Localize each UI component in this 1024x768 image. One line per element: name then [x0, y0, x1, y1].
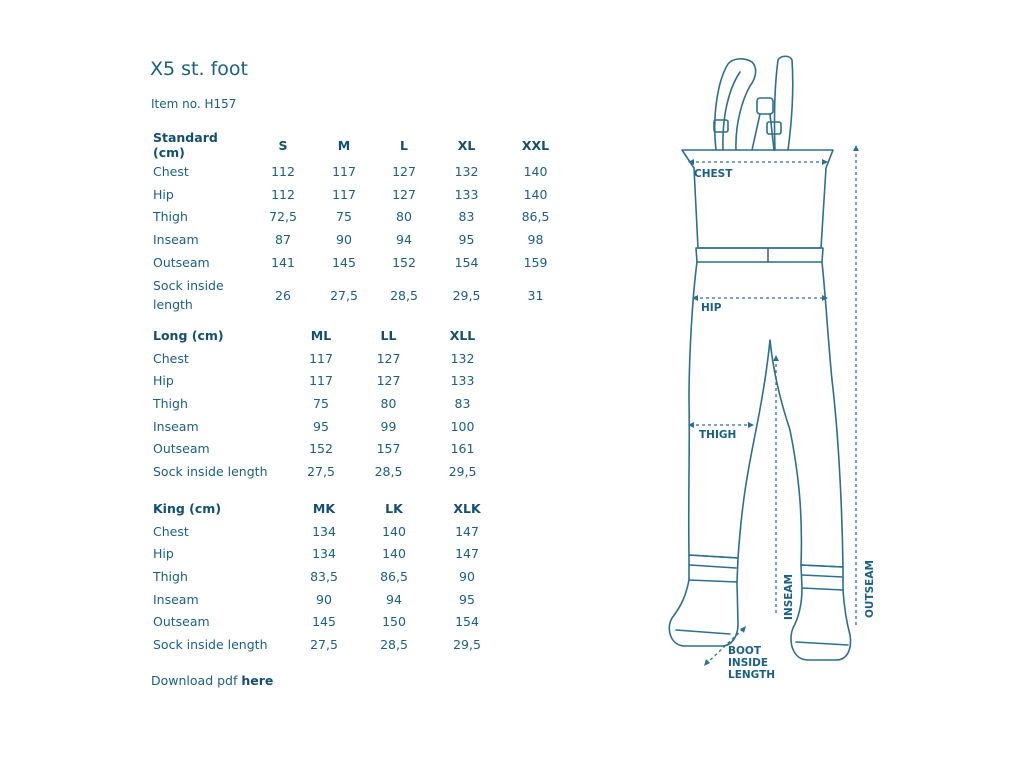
table-cell: 140 [523, 163, 548, 179]
table-row [150, 251, 574, 274]
table-cell: 86,5 [521, 209, 550, 225]
table-cell: 80 [380, 395, 397, 411]
table-row [150, 588, 502, 611]
row-label: Chest [153, 163, 189, 179]
table-cell: 87 [275, 231, 291, 247]
table-cell: 95 [458, 231, 475, 247]
table-cell: 27,5 [310, 636, 338, 652]
table-cell: 86,5 [380, 568, 408, 584]
table-cell: 80 [396, 209, 412, 225]
table-row [150, 347, 498, 370]
row-label: Thigh [153, 395, 188, 411]
table-cell: 94 [396, 231, 412, 247]
table-cell: 95 [459, 591, 475, 607]
row-label: Chest [153, 523, 189, 539]
table-cell: 127 [392, 186, 416, 202]
standard-size-table [150, 130, 574, 317]
boot-label-line-1: BOOT [728, 645, 762, 657]
download-pdf-link[interactable]: here [241, 673, 274, 688]
table-cell: 161 [450, 441, 475, 457]
table-cell: 90 [336, 231, 352, 247]
table-cell: 150 [382, 614, 406, 630]
size-header: XL [457, 137, 476, 153]
table-cell: 98 [527, 231, 544, 247]
table-cell: 100 [450, 418, 475, 434]
table-cell: 141 [271, 254, 295, 270]
table-cell: 31 [527, 287, 544, 303]
table-cell: 26 [275, 287, 291, 303]
table-row [150, 160, 574, 183]
row-label: Hip [153, 373, 174, 389]
size-header: S [278, 137, 288, 153]
table-cell: 147 [455, 523, 479, 539]
row-label: Hip [153, 186, 174, 202]
table-cell: 133 [454, 186, 479, 202]
table-cell: 112 [271, 186, 295, 202]
table-cell: 133 [450, 373, 475, 389]
table-row [150, 392, 498, 415]
table-cell: 134 [312, 546, 336, 562]
thigh-label: THIGH [699, 429, 737, 441]
table-header-row [150, 497, 502, 520]
table-cell: 145 [312, 614, 336, 630]
table-cell: 28,5 [374, 463, 403, 479]
outseam-label: OUTSEAM [864, 560, 876, 618]
row-label: Outseam [153, 254, 210, 270]
table-cell: 140 [523, 186, 548, 202]
table-cell: 94 [386, 591, 402, 607]
row-label: Sock inside length [153, 278, 224, 313]
table-cell: 159 [523, 254, 548, 270]
hip-label: HIP [701, 302, 722, 314]
row-label: Thigh [153, 568, 188, 584]
download-text: Download pdf [151, 673, 238, 688]
table-cell: 90 [316, 591, 332, 607]
table-row [150, 610, 502, 633]
size-header: LL [380, 327, 397, 343]
table-row [150, 460, 498, 483]
item-number: Item no. H157 [151, 97, 237, 111]
table-header-row [150, 130, 574, 160]
row-label: Thigh [153, 209, 188, 225]
table-cell: 117 [332, 163, 356, 179]
size-header: XLL [449, 327, 476, 343]
table-cell: 132 [450, 350, 475, 366]
table-cell: 83,5 [310, 568, 338, 584]
table-cell: 154 [455, 614, 479, 630]
row-label: Inseam [153, 591, 199, 607]
table-row [150, 565, 502, 588]
size-header: MK [312, 500, 336, 516]
size-header: M [337, 137, 351, 153]
size-header: XLK [453, 500, 481, 516]
table-row [150, 633, 502, 656]
row-label: Sock inside length [153, 463, 268, 479]
table-cell: 127 [392, 163, 416, 179]
boot-label-line-2: INSIDE [728, 657, 769, 669]
table-cell: 140 [382, 546, 406, 562]
inseam-label: INSEAM [783, 573, 795, 620]
table-row [150, 273, 574, 317]
long-size-table [150, 324, 498, 483]
table-cell: 154 [454, 254, 479, 270]
table-cell: 112 [271, 163, 295, 179]
row-label: Outseam [153, 441, 210, 457]
table-row [150, 415, 498, 438]
table-cell: 90 [459, 568, 475, 584]
table-row [150, 228, 574, 251]
row-label: Inseam [153, 418, 199, 434]
table-cell: 127 [376, 350, 401, 366]
table-header-row [150, 324, 498, 347]
page-title: X5 st. foot [150, 58, 248, 80]
table-cell: 29,5 [452, 287, 481, 303]
table-cell: 29,5 [448, 463, 477, 479]
table-cell: 83 [458, 209, 475, 225]
size-header: L [400, 137, 408, 153]
measurement-lines [690, 148, 856, 664]
wader-measurement-diagram [660, 50, 900, 690]
row-label: Sock inside length [153, 636, 268, 652]
wader-outline [669, 56, 850, 660]
table-cell: 117 [332, 186, 356, 202]
table-cell: 27,5 [330, 287, 358, 303]
table-cell: 29,5 [453, 636, 481, 652]
table-cell: 117 [309, 373, 333, 389]
size-header: LK [385, 500, 403, 516]
table-cell: 28,5 [390, 287, 418, 303]
table-heading: Long (cm) [153, 327, 224, 343]
table-row [150, 369, 498, 392]
table-cell: 147 [455, 546, 479, 562]
table-cell: 99 [380, 418, 397, 434]
table-cell: 145 [332, 254, 356, 270]
row-label: Outseam [153, 614, 210, 630]
table-cell: 72,5 [269, 209, 297, 225]
table-cell: 117 [309, 350, 333, 366]
table-row [150, 542, 502, 565]
row-label: Chest [153, 350, 189, 366]
table-row [150, 520, 502, 543]
table-cell: 75 [336, 209, 352, 225]
size-header: XXL [521, 137, 550, 153]
table-cell: 132 [454, 163, 479, 179]
table-cell: 75 [313, 395, 329, 411]
table-row [150, 437, 498, 460]
row-label: Inseam [153, 231, 199, 247]
table-cell: 28,5 [380, 636, 408, 652]
table-cell: 157 [376, 441, 401, 457]
king-size-table [150, 497, 502, 656]
table-cell: 27,5 [307, 463, 335, 479]
table-heading: King (cm) [153, 500, 222, 516]
row-label: Hip [153, 546, 174, 562]
table-cell: 140 [382, 523, 406, 539]
table-cell: 83 [454, 395, 471, 411]
chest-label: CHEST [694, 168, 733, 180]
arrow-heads [688, 145, 859, 666]
download-line [151, 673, 273, 688]
table-cell: 152 [392, 254, 416, 270]
table-row [150, 183, 574, 206]
table-heading: Standard (cm) [153, 130, 218, 160]
table-cell: 95 [313, 418, 329, 434]
table-cell: 152 [309, 441, 333, 457]
table-row [150, 205, 574, 228]
boot-label-line-3: LENGTH [728, 669, 776, 681]
table-cell: 127 [376, 373, 401, 389]
size-header: ML [310, 327, 332, 343]
table-cell: 134 [312, 523, 336, 539]
